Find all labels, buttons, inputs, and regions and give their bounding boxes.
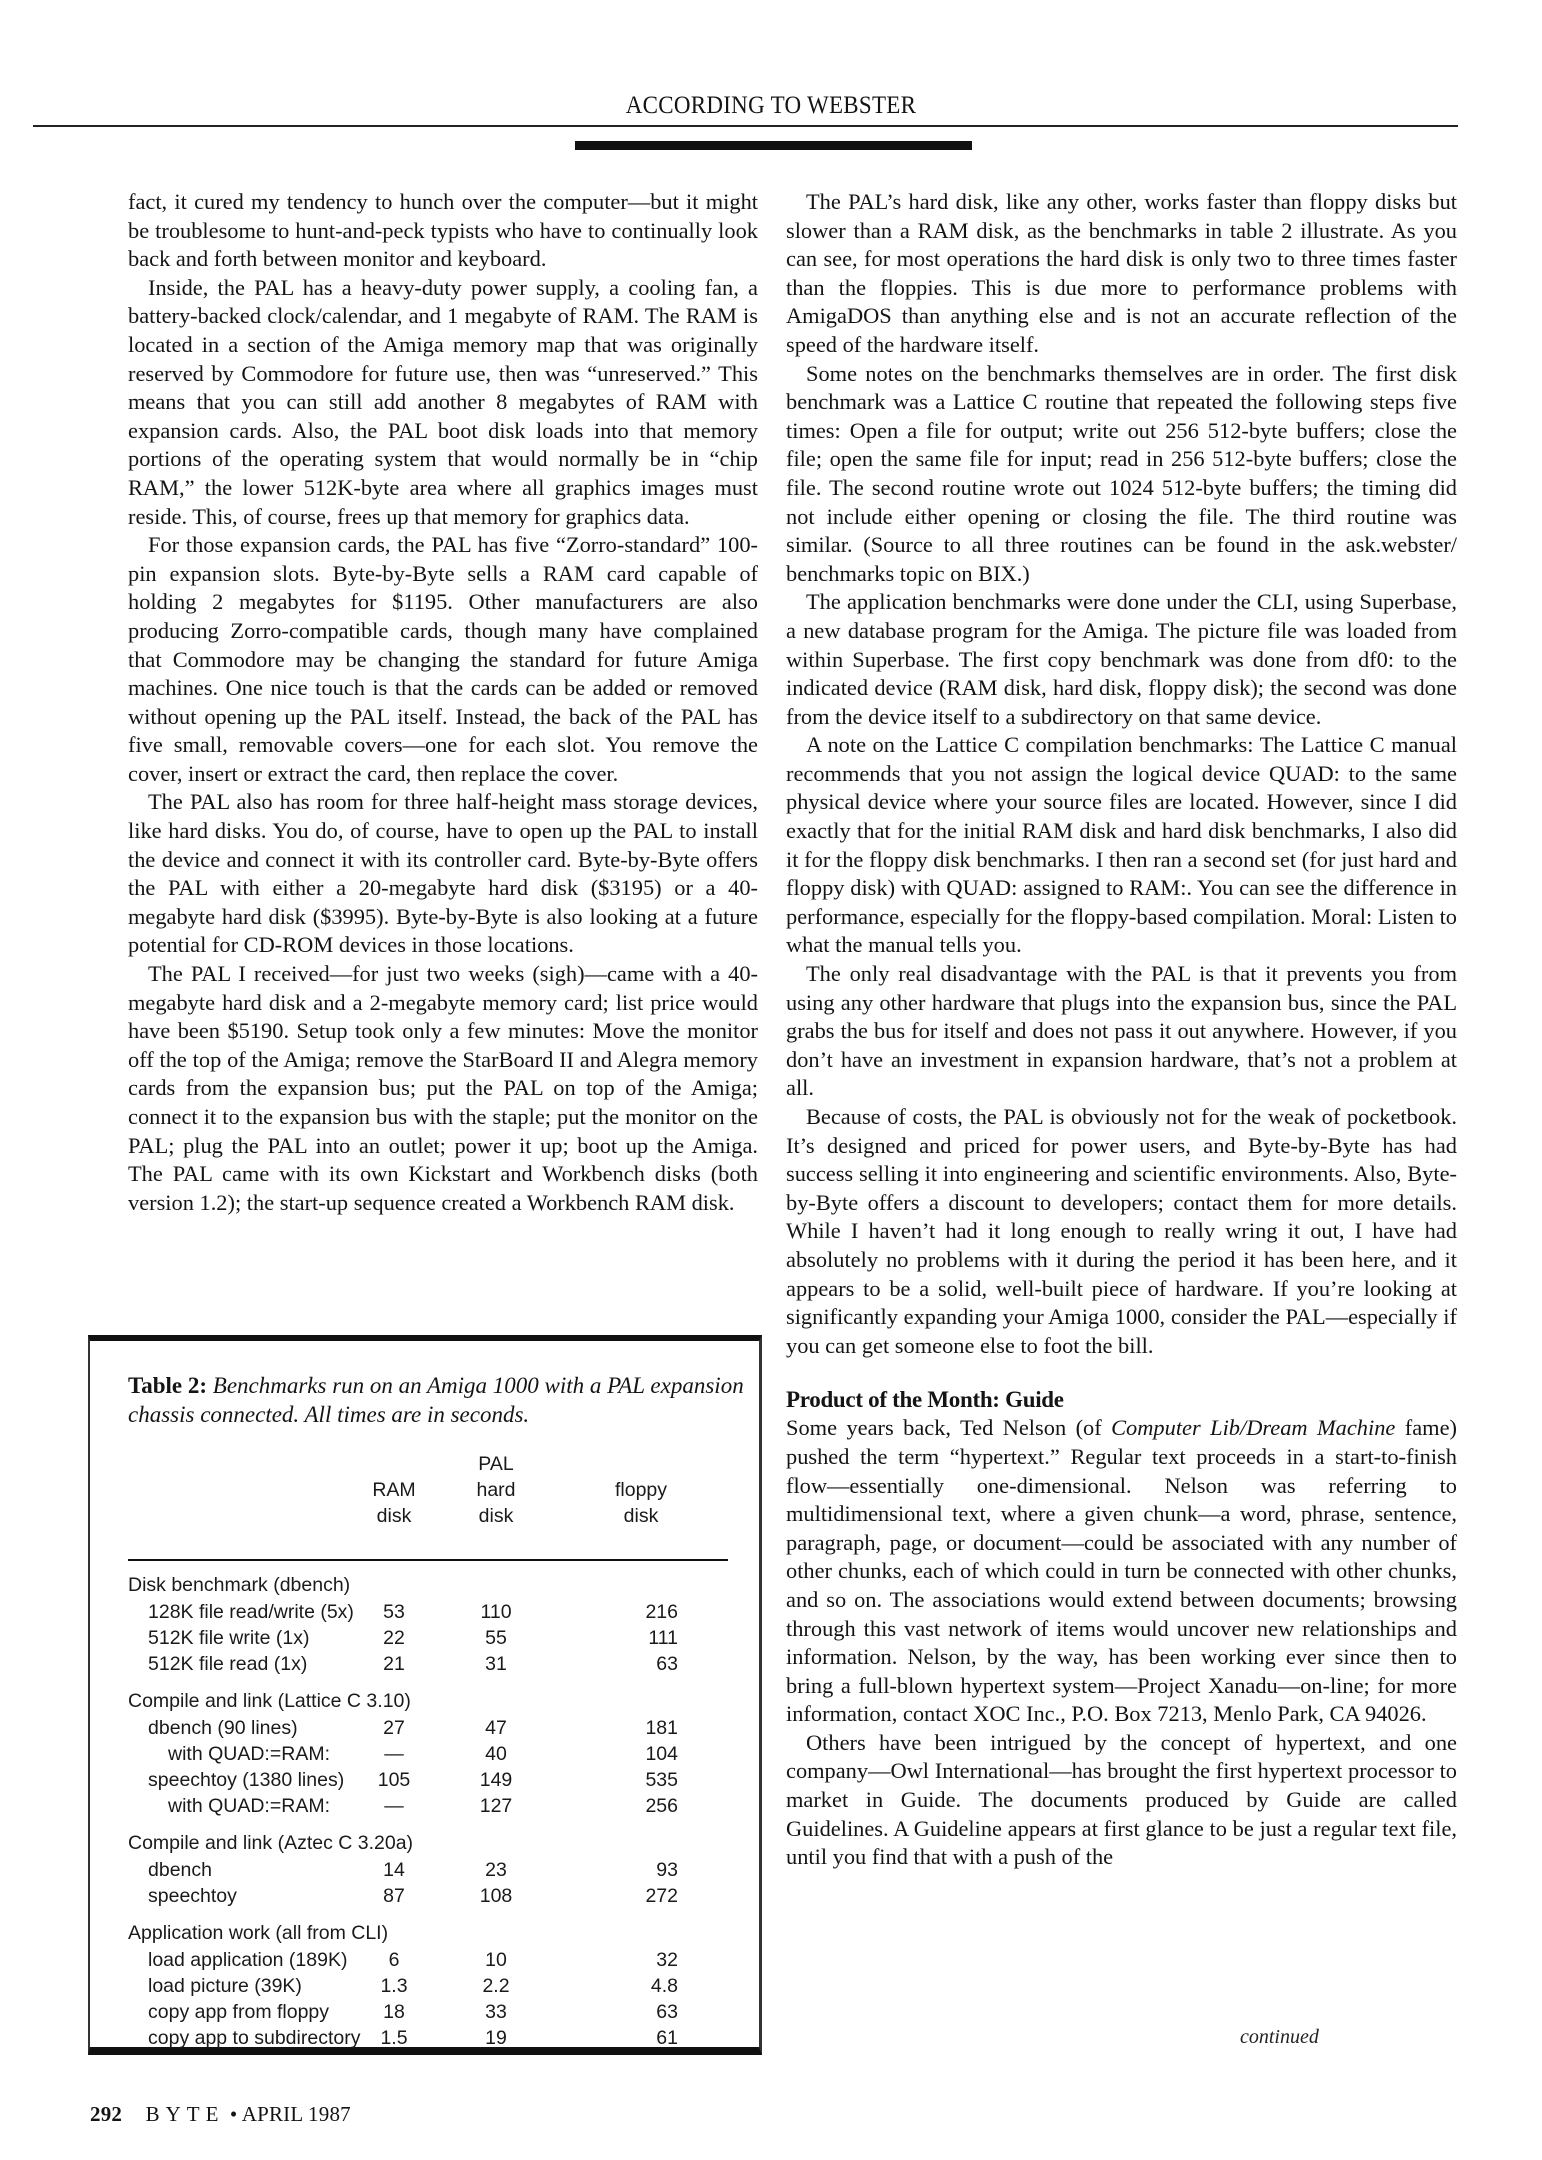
table-row bbox=[128, 1857, 728, 1883]
row-label: copy app from floppy bbox=[148, 2001, 330, 2023]
hard-disk-value: 19 bbox=[485, 2027, 507, 2049]
table-group-title: Compile and link (Lattice C 3.10) bbox=[128, 1690, 411, 1712]
column-header-line: disk bbox=[623, 1505, 659, 1527]
paragraph: For those expansion cards, the PAL has five “Zorro-standard” 100-pin expansion slots. Byte-by-Byte sells a RAM card capable of holding 2 megabytes for $1195. Other manufacturers are also producing Zorro-compatible cards, though many have complained that Commodore may be changing the standard for future Amiga machines. One nice touch is that the cards can be added or removed without opening up the PAL itself. Instead, the back of the PAL has five small, removable covers—one for each slot. You remove the cover, insert or extract the card, then replace the cover. bbox=[128, 532, 758, 786]
row-label: load picture (39K) bbox=[148, 1975, 302, 1997]
table-header-rule bbox=[128, 1559, 728, 1561]
text-run: Some years back, Ted Nelson (of bbox=[786, 1415, 1112, 1441]
benchmark-table-box bbox=[88, 1335, 762, 2055]
table-row bbox=[128, 1973, 728, 1999]
column-header-line: disk bbox=[478, 1505, 514, 1527]
paragraph: The PAL I received—for just two weeks (sigh)—came with a 40-megabyte hard disk and a 2-megabyte memory card; list price would have been $5190. Setup took only a few minutes: Move the monitor off the top of the Amiga; remove the StarBoard II and Alegra memory cards from the expansion bus; put the PAL on top of the Amiga; connect it to the expansion bus with the staple; put the monitor on the PAL; plug the PAL into an outlet; power it up; boot up the Amiga. The PAL came with its own Kickstart and Workbench disks (both version 1.2); the start-up sequence created a Workbench RAM disk. bbox=[128, 961, 758, 1215]
floppy-disk-value: 216 bbox=[645, 1601, 678, 1623]
paragraph: The only real disadvantage with the PAL is that it prevents you from using any other hardware that plugs into the expansion bus, since the PAL grabs the bus for itself and does not pass it out anywhere. However, if you don’t have an investment in expansion hardware, that’s not a problem at all. bbox=[786, 961, 1457, 1101]
row-label: 512K file read (1x) bbox=[148, 1653, 308, 1675]
table-row bbox=[128, 1793, 728, 1819]
floppy-disk-value: 93 bbox=[656, 1859, 678, 1881]
table-row bbox=[128, 1741, 728, 1767]
hard-disk-value: 23 bbox=[485, 1859, 507, 1881]
hard-disk-value: 108 bbox=[479, 1885, 513, 1907]
hard-disk-value: 2.2 bbox=[482, 1975, 510, 1997]
page-footer bbox=[90, 2102, 351, 2127]
hard-disk-value: 31 bbox=[485, 1653, 507, 1675]
ram-disk-value: 27 bbox=[383, 1717, 405, 1739]
column-header-line: floppy bbox=[614, 1479, 668, 1501]
row-label: speechtoy (1380 lines) bbox=[148, 1769, 345, 1791]
issue-date: APRIL 1987 bbox=[241, 2102, 351, 2126]
table-row bbox=[128, 1767, 728, 1793]
table-row bbox=[128, 1883, 728, 1909]
paragraph: The PAL also has room for three half-height mass storage devices, like hard disks. You do, of course, have to open up the PAL to install the device and connect it with its controller card. Byte-by-Byte offers the PAL with either a 20-megabyte hard disk ($3195) or a 40-megabyte hard disk ($3995). Byte-by-Byte is also looking at a future potential for CD-ROM devices in those locations. bbox=[128, 789, 758, 958]
table-group bbox=[128, 1687, 728, 1819]
page-number: 292 bbox=[90, 2102, 123, 2126]
floppy-disk-value: 256 bbox=[645, 1795, 678, 1817]
floppy-disk-value: 61 bbox=[656, 2027, 678, 2049]
ram-disk-value: 87 bbox=[383, 1885, 405, 1907]
ram-disk-value: — bbox=[384, 1795, 404, 1817]
running-header-title: ACCORDING TO WEBSTER bbox=[625, 92, 917, 119]
table-group bbox=[128, 1919, 728, 2051]
table-group-title: Application work (all from CLI) bbox=[128, 1922, 389, 1944]
row-label: 128K file read/write (5x) bbox=[148, 1601, 354, 1623]
row-label: speechtoy bbox=[148, 1885, 237, 1907]
ram-disk-value: 1.3 bbox=[380, 1975, 408, 1997]
ram-disk-value: 18 bbox=[383, 2001, 405, 2023]
paragraph: A note on the Lattice C compilation benchmarks: The Lattice C manual recommends that you not assign the logical device QUAD: to the same physical device where your source files are located. However, since I did exactly that for the initial RAM disk and hard disk benchmarks, I also did it for the floppy disk benchmarks. I then ran a second set (for just hard and floppy disk) with QUAD: assigned to RAM:. You can see the difference in performance, especially for the floppy-based compilation. Moral: Listen to what the manual tells you. bbox=[786, 732, 1457, 958]
column-header-line: PAL bbox=[478, 1453, 514, 1475]
paragraph: Some notes on the benchmarks themselves are in order. The first disk benchmark was a Lattice C routine that repeated the following steps five times: Open a file for output; write out 256 512-byte buffers; close the file; open the same file for input; read in 256 512-byte buffers; close the file. The second routine wrote out 1024 512-byte buffers; the timing did not include either opening or closing the file. The third routine was similar. (Source to all three routines can be found in the ask.webster/ benchmarks topic on BIX.) bbox=[786, 360, 1457, 586]
row-label: dbench (90 lines) bbox=[148, 1717, 298, 1739]
table-row bbox=[128, 1651, 728, 1677]
table-row bbox=[128, 1999, 728, 2025]
magazine-name: BYTE bbox=[145, 2102, 225, 2126]
hard-disk-value: 33 bbox=[485, 2001, 507, 2023]
header-rule-divider bbox=[33, 125, 1458, 127]
column-header-line: RAM bbox=[372, 1479, 416, 1501]
hard-disk-value: 55 bbox=[485, 1627, 507, 1649]
column-header-ram-disk bbox=[349, 1477, 439, 1529]
floppy-disk-value: 32 bbox=[656, 1949, 678, 1971]
table-row bbox=[128, 2025, 728, 2051]
left-text-column bbox=[128, 188, 758, 1217]
hard-disk-value: 127 bbox=[479, 1795, 513, 1817]
table-group-title: Compile and link (Aztec C 3.20a) bbox=[128, 1832, 414, 1854]
ram-disk-value: 105 bbox=[377, 1769, 411, 1791]
hard-disk-value: 110 bbox=[480, 1601, 512, 1623]
right-text-column bbox=[786, 188, 1457, 1872]
footer-separator: • bbox=[229, 2102, 238, 2126]
floppy-disk-value: 104 bbox=[645, 1743, 678, 1765]
column-header-line: disk bbox=[376, 1505, 412, 1527]
floppy-disk-value: 111 bbox=[648, 1627, 678, 1649]
continued-label: continued bbox=[1240, 2026, 1319, 2048]
hard-disk-value: 149 bbox=[479, 1769, 513, 1791]
row-label: with QUAD:=RAM: bbox=[168, 1795, 330, 1817]
header-accent-bar bbox=[575, 141, 972, 150]
table-caption bbox=[128, 1371, 748, 1429]
paragraph: The application benchmarks were done under the CLI, using Superbase, a new database program for the Amiga. The picture file was loaded from within Superbase. The first copy benchmark was done from df0: to the indicated device (RAM disk, hard disk, floppy disk); the second was done from the device itself to a subdirectory on that same device. bbox=[786, 589, 1457, 729]
floppy-disk-value: 272 bbox=[645, 1885, 678, 1907]
text-run: fame) pushed the term “hypertext.” Regular text proceeds in a start-to-finish flow—essentially one-dimensional. Nelson was referring to multidimensional text, where a given chunk—a word, phrase, sentence, paragraph, page, or document—could be associated with any number of other chunks, each of which could in turn be connected with other chunks, and so on. The associations would extend between documents; browsing through this vast network of items would uncover new relationships and information. Nelson, by the way, has been working ever since then to bring a full-blown hypertext system—Project Xanadu—on-line; for more information, contact XOC Inc., P.O. Box 7213, Menlo Park, CA 94026. bbox=[786, 1415, 1457, 1727]
benchmark-table bbox=[128, 1451, 728, 2061]
table-header-row bbox=[128, 1451, 728, 1559]
row-label: with QUAD:=RAM: bbox=[168, 1743, 330, 1765]
ram-disk-value: 21 bbox=[383, 1653, 405, 1675]
paragraph: Inside, the PAL has a heavy-duty power supply, a cooling fan, a battery-backed clock/calendar, and 1 megabyte of RAM. The RAM is located in a section of the Amiga memory map that was originally reserved by Commodore for future use, then was “unreserved.” This means that you can still add another 8 megabytes of RAM with expansion cards. Also, the PAL boot disk loads into that memory portions of the operating system that would normally be in “chip RAM,” the lower 512K-byte area where all graphics images must reside. This, of course, frees up that memory for graphics data. bbox=[128, 274, 758, 529]
ram-disk-value: 6 bbox=[388, 1949, 400, 1971]
hard-disk-value: 40 bbox=[485, 1743, 507, 1765]
floppy-disk-value: 63 bbox=[656, 2001, 678, 2023]
table-row bbox=[128, 1599, 728, 1625]
paragraph: fact, it cured my tendency to hunch over the computer—but it might be troublesome to hunt-and-peck typists who have to continually look back and forth between monitor and keyboard. bbox=[128, 189, 758, 272]
ram-disk-value: 1.5 bbox=[380, 2027, 408, 2049]
table-row bbox=[128, 1947, 728, 1973]
paragraph: The PAL’s hard disk, like any other, works faster than floppy disks but slower than a RAM disk, as the benchmarks in table 2 illustrate. As you can see, for most operations the hard disk is only two to three times faster than the floppies. This is due more to performance problems with AmigaDOS than anything else and is not an accurate reflection of the speed of the hardware itself. bbox=[786, 189, 1457, 357]
table-row bbox=[128, 1715, 728, 1741]
ram-disk-value: 22 bbox=[383, 1627, 405, 1649]
row-label: dbench bbox=[148, 1859, 212, 1881]
ram-disk-value: — bbox=[384, 1743, 404, 1765]
column-header-line: hard bbox=[476, 1479, 516, 1501]
floppy-disk-value: 535 bbox=[645, 1769, 678, 1791]
paragraph: Because of costs, the PAL is obviously not for the weak of pocketbook. It’s designed and priced for power users, and Byte-by-Byte has had success selling it into engineering and scientific environments. Also, Byte-by-Byte offers a discount to developers; contact them for more details. While I haven’t had it long enough to really wring it out, I have had absolutely no problems with it during the period it has been here, and it appears to be a solid, well-built piece of hardware. If you’re looking at significantly expanding your Amiga 1000, consider the PAL—especially if you can get someone else to foot the bill. bbox=[786, 1104, 1457, 1358]
table-group bbox=[128, 1829, 728, 1909]
table-row bbox=[128, 1625, 728, 1651]
column-header-floppy-disk bbox=[596, 1477, 686, 1529]
row-label: copy app to subdirectory bbox=[148, 2027, 361, 2049]
row-label: load application (189K) bbox=[148, 1949, 348, 1971]
paragraph: Others have been intrigued by the concept of hypertext, and one company—Owl International—has brought the first hypertext processor to market in Guide. The documents produced by Guide are called Guidelines. A Guideline appears at first glance to be just a regular text file, until you find that with a push of the bbox=[786, 1729, 1457, 1870]
table-body bbox=[128, 1571, 728, 2051]
ram-disk-value: 53 bbox=[383, 1601, 405, 1623]
table-caption-text: Benchmarks run on an Amiga 1000 with a PAL expansion chassis connected. All times are in seconds. bbox=[128, 1373, 744, 1427]
table-group-title: Disk benchmark (dbench) bbox=[128, 1574, 351, 1596]
section-heading: Product of the Month: Guide bbox=[786, 1387, 1064, 1413]
paragraph bbox=[786, 1414, 1457, 1729]
italic-title: Computer Lib/Dream Machine bbox=[1111, 1415, 1396, 1441]
ram-disk-value: 14 bbox=[383, 1859, 405, 1881]
table-caption-label: Table 2: bbox=[128, 1373, 208, 1398]
hard-disk-value: 10 bbox=[485, 1949, 507, 1971]
floppy-disk-value: 4.8 bbox=[650, 1975, 678, 1997]
hard-disk-value: 47 bbox=[485, 1717, 507, 1739]
table-group bbox=[128, 1571, 728, 1677]
row-label: 512K file write (1x) bbox=[148, 1627, 310, 1649]
floppy-disk-value: 63 bbox=[656, 1653, 678, 1675]
column-header-pal-hard-disk bbox=[451, 1451, 541, 1529]
floppy-disk-value: 181 bbox=[645, 1717, 678, 1739]
